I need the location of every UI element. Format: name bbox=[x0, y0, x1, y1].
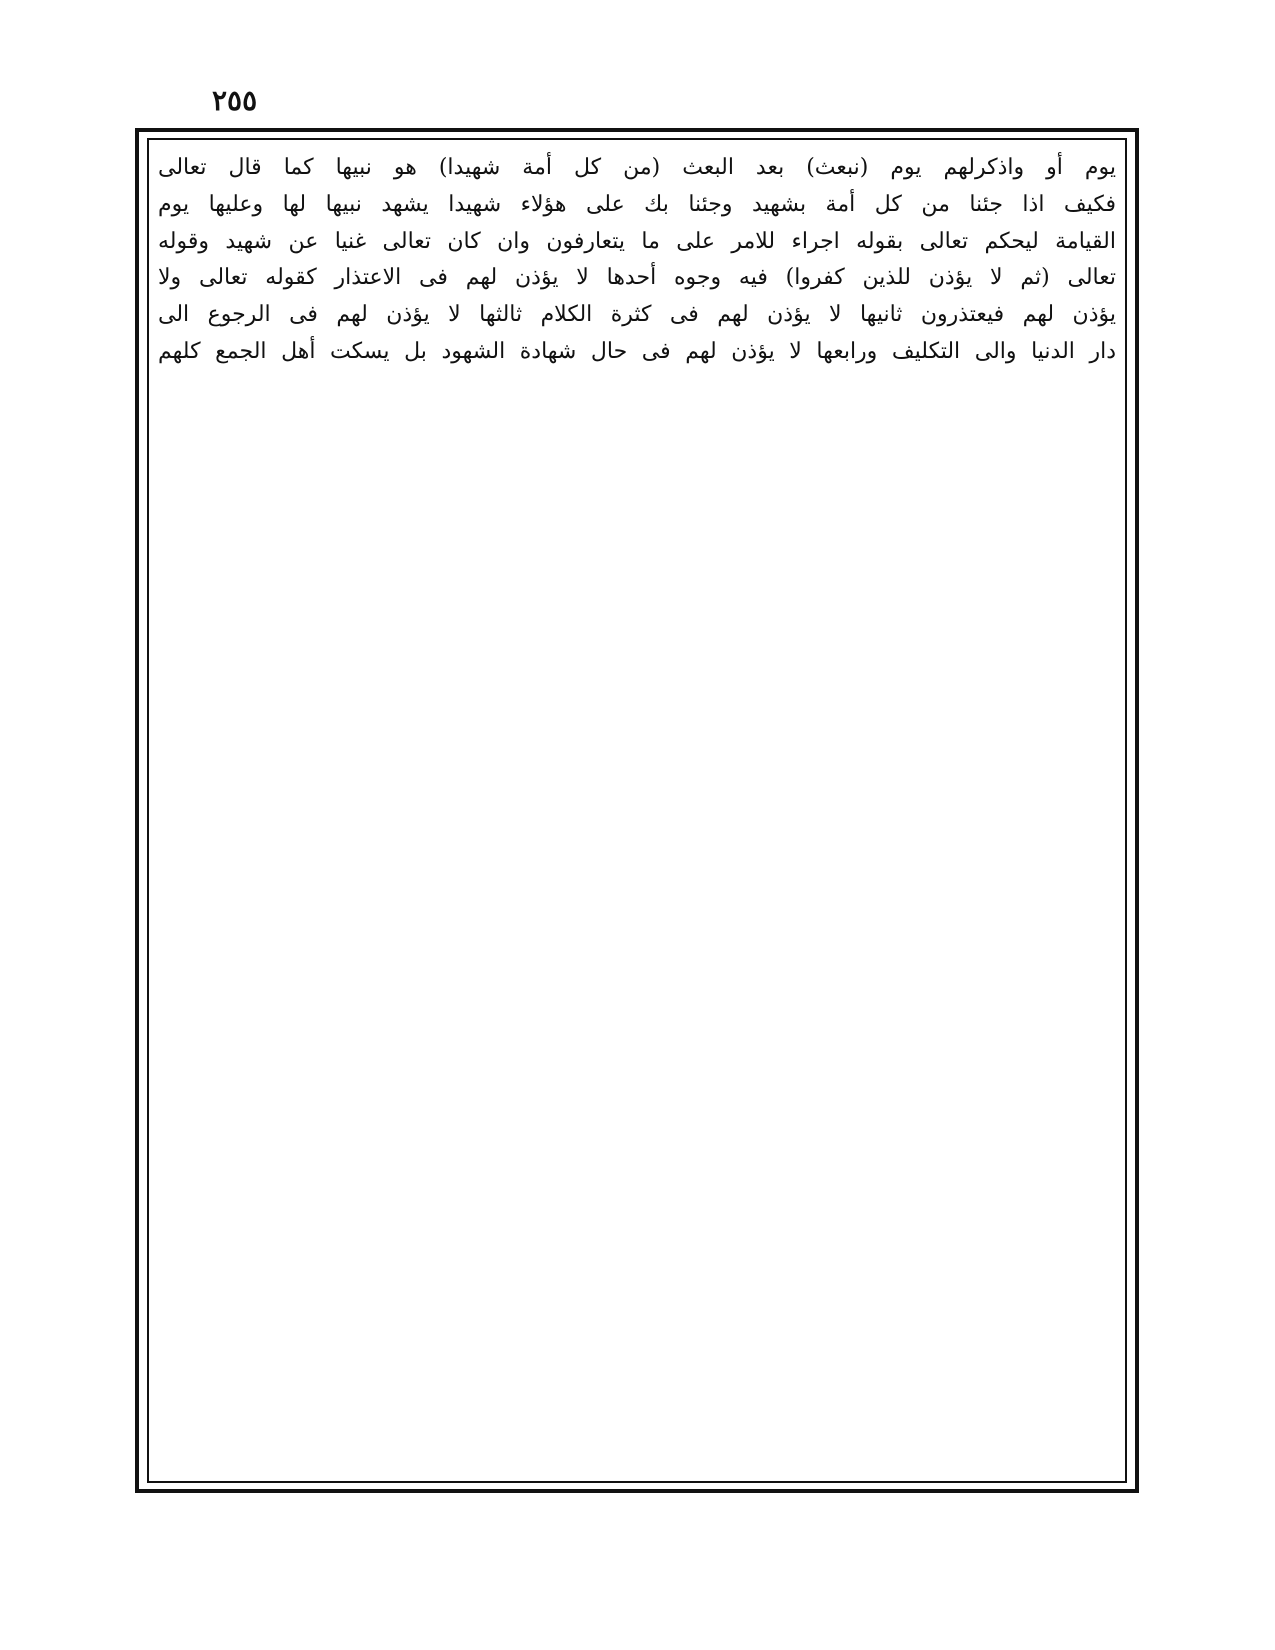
text-line: تعالى (ثم لا يؤذن للذين كفروا) فيه وجوه أحدها لا يؤذن لهم فى الاعتذار كقوله تعالى ولا bbox=[158, 265, 1116, 291]
text-line bbox=[158, 1254, 1116, 1291]
text-line bbox=[158, 1144, 1116, 1181]
text-line bbox=[158, 960, 1116, 997]
text-line bbox=[158, 1180, 1116, 1217]
text-line bbox=[158, 555, 1116, 592]
text-line bbox=[158, 371, 1116, 408]
text-line: يوم أو واذكرلهم يوم (نبعث) بعد البعث (من كل أمة شهيدا) هو نبيها كما قال تعالى bbox=[158, 155, 1116, 180]
text-line: القيامة ليحكم تعالى بقوله اجراء للامر على ما يتعارفون وان كان تعالى غنيا عن شهيد وقوله bbox=[158, 228, 1116, 254]
text-line bbox=[158, 1364, 1116, 1401]
text-line bbox=[158, 592, 1116, 629]
text-line bbox=[158, 1217, 1116, 1254]
text-line bbox=[158, 776, 1116, 813]
text-line bbox=[158, 1070, 1116, 1107]
text-line bbox=[158, 1033, 1116, 1070]
text-line bbox=[158, 444, 1116, 481]
text-line bbox=[158, 1291, 1116, 1328]
text-line bbox=[158, 739, 1116, 776]
text-line bbox=[158, 481, 1116, 518]
manuscript-text-block bbox=[158, 150, 1116, 1475]
page-number: ٢٥٥ bbox=[212, 84, 258, 117]
text-line bbox=[158, 518, 1116, 555]
text-line bbox=[158, 408, 1116, 445]
text-line: فكيف اذا جئنا من كل أمة بشهيد وجئنا بك على هؤلاء شهيدا يشهد نبيها لها وعليها يوم bbox=[158, 191, 1116, 217]
text-line bbox=[158, 1401, 1116, 1438]
text-line bbox=[158, 812, 1116, 849]
text-line bbox=[158, 665, 1116, 702]
text-line: دار الدنيا والى التكليف ورابعها لا يؤذن لهم فى حال شهادة الشهود بل يسكت أهل الجمع كلهم bbox=[158, 338, 1116, 364]
text-line: يؤذن لهم فيعتذرون ثانيها لا يؤذن لهم فى كثرة الكلام ثالثها لا يؤذن لهم فى الرجوع الى bbox=[158, 302, 1116, 328]
text-line bbox=[158, 849, 1116, 886]
text-line bbox=[158, 1107, 1116, 1144]
text-line bbox=[158, 996, 1116, 1033]
text-line bbox=[158, 1438, 1116, 1475]
text-line bbox=[158, 886, 1116, 923]
text-line bbox=[158, 923, 1116, 960]
text-line bbox=[158, 1328, 1116, 1365]
text-line bbox=[158, 702, 1116, 739]
text-line bbox=[158, 628, 1116, 665]
